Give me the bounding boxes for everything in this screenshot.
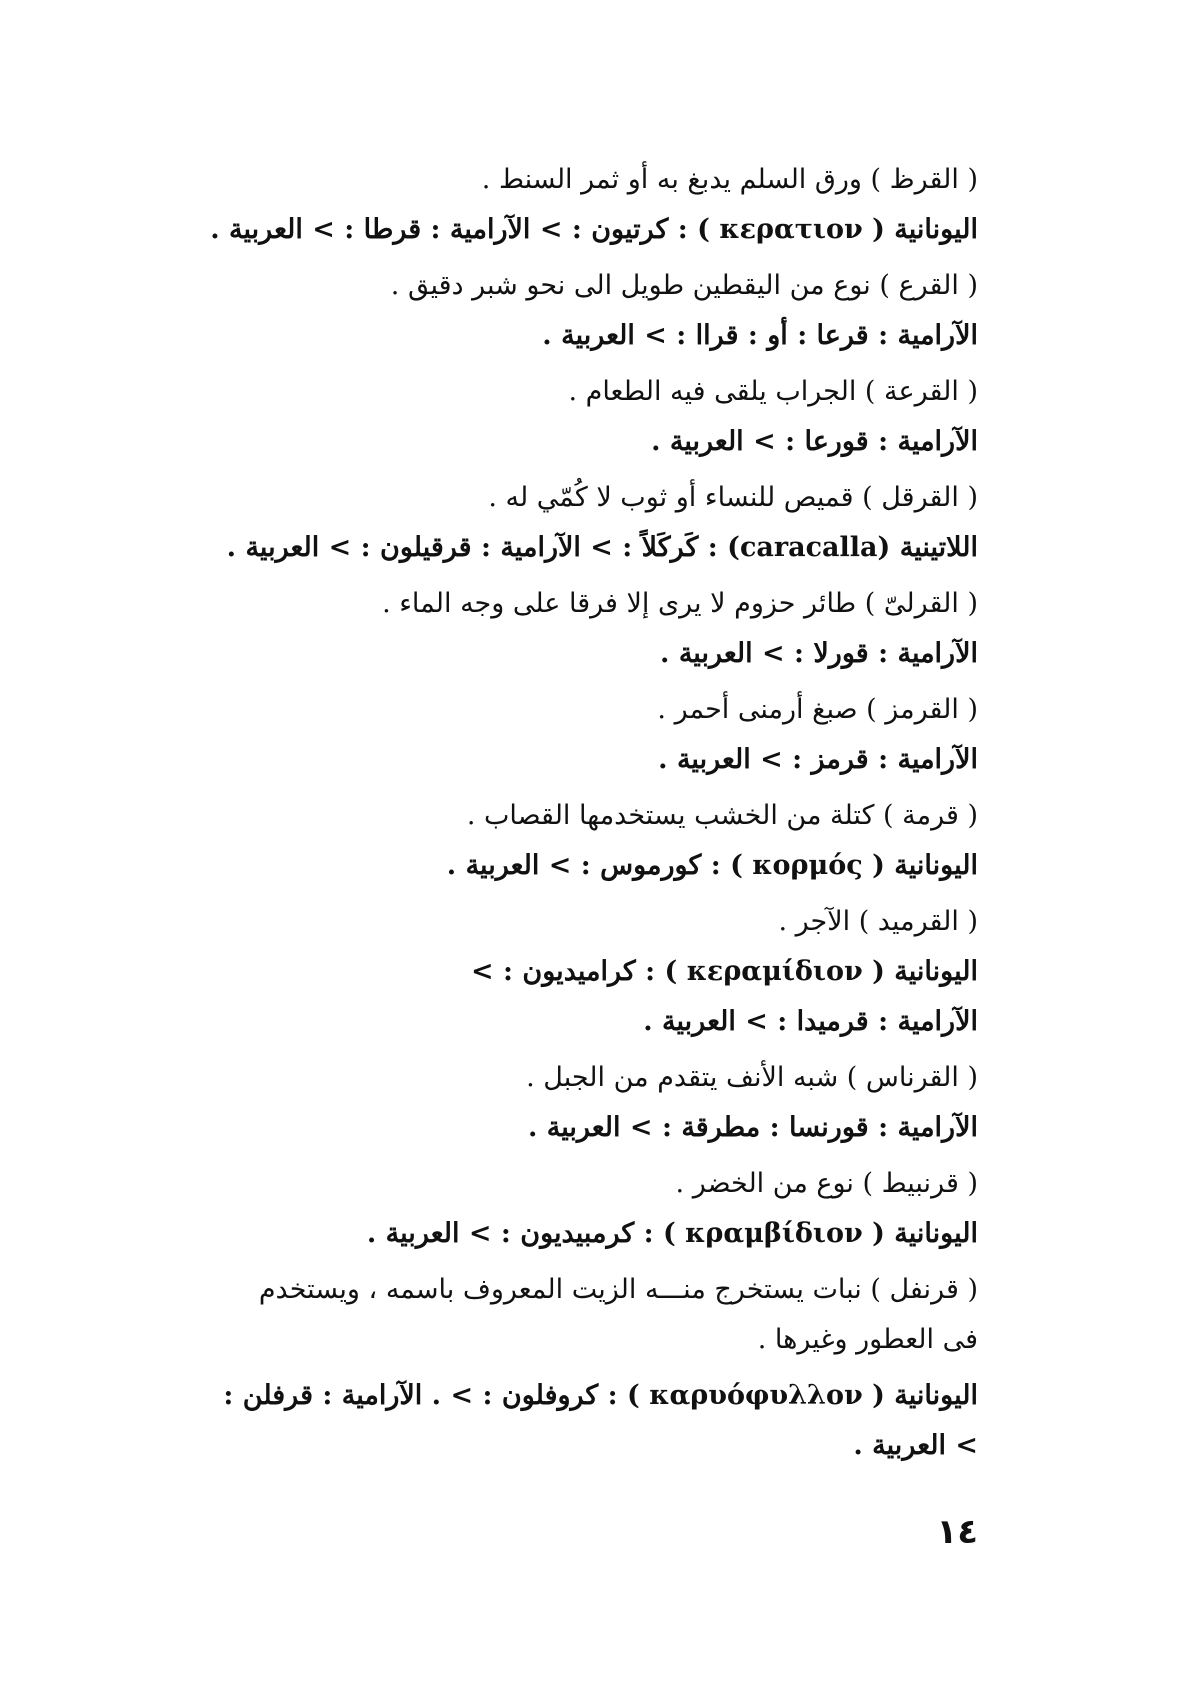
entry-qarnabit-definition: ( قرنبيط ) نوع من الخضر . [675,1168,978,1199]
entry-qarmid-definition: ( القرميد ) الآجر . [778,906,978,937]
entry-qara-etymology: الآرامية : قورعا : > العربية . [651,426,978,457]
entry-qurnas-definition: ( القرناس ) شبه الأنف يتقدم من الجبل . [526,1062,978,1093]
entry-qarqal-etymology: اللاتينية (caracalla) : كَركَلاً : > الآرامية : قرقيلون : > العربية . [226,532,978,563]
entry-qar-definition: ( القرع ) نوع من اليقطين طويل الى نحو شبر دقيق . [390,270,978,301]
entry-qaranful-definition-line2: فى العطور وغيرها . [757,1324,978,1355]
entry-qarnabit-etymology: اليونانية ( κραμβίδιον ) : كرمبيديون : > العربية . [366,1218,978,1249]
entry-qurnas-etymology: الآرامية : قورنسا : مطرقة : > العربية . [527,1112,978,1143]
entry-qirmiz-etymology: الآرامية : قرمز : > العربية . [658,744,978,775]
entry-qaraz-definition: ( القرظ ) ورق السلم يدبغ به أو ثمر السنط . [481,164,978,195]
entry-qara-definition: ( القرعة ) الجراب يلقى فيه الطعام . [568,376,978,407]
entry-qurma-etymology: اليونانية ( κορμός ) : كورموس : > العربية . [446,850,978,881]
entry-qaranful-etymology-line1: اليونانية ( καρυόφυλλον ) : كروفلون : > . الآرامية : قرفلن : [223,1380,978,1411]
entry-qaraz-etymology: اليونانية ( κερατιον ) : كرتيون : > الآرامية : قرطا : > العربية . [210,214,978,245]
entry-qarla-etymology: الآرامية : قورلا : > العربية . [660,638,978,669]
entry-qirmiz-definition: ( القرمز ) صبغ أرمنى أحمر . [657,694,978,725]
entry-qaranful-definition-line1: ( قرنفل ) نبات يستخرج منـــه الزيت المعروف باسمه ، ويستخدم [258,1274,978,1305]
entry-qarqal-definition: ( القرقل ) قميص للنساء أو ثوب لا كُمّي له . [488,482,978,513]
entry-qurma-definition: ( قرمة ) كتلة من الخشب يستخدمها القصاب . [466,800,978,831]
entry-qarmid-etymology-line2: الآرامية : قرميدا : > العربية . [643,1006,978,1037]
entry-qar-etymology: الآرامية : قرعا : أو : قراا : > العربية . [542,320,978,351]
page-number: ١٤ [936,1512,978,1552]
entry-qaranful-etymology-line2: > العربية . [853,1430,978,1461]
entry-qarla-definition: ( القرلىّ ) طائر حزوم لا يرى إلا فرقا على وجه الماء . [382,588,978,619]
entry-qarmid-etymology-line1: اليونانية ( κεραμίδιον ) : كراميديون : > [471,956,978,987]
dictionary-page-body [208,155,978,1471]
